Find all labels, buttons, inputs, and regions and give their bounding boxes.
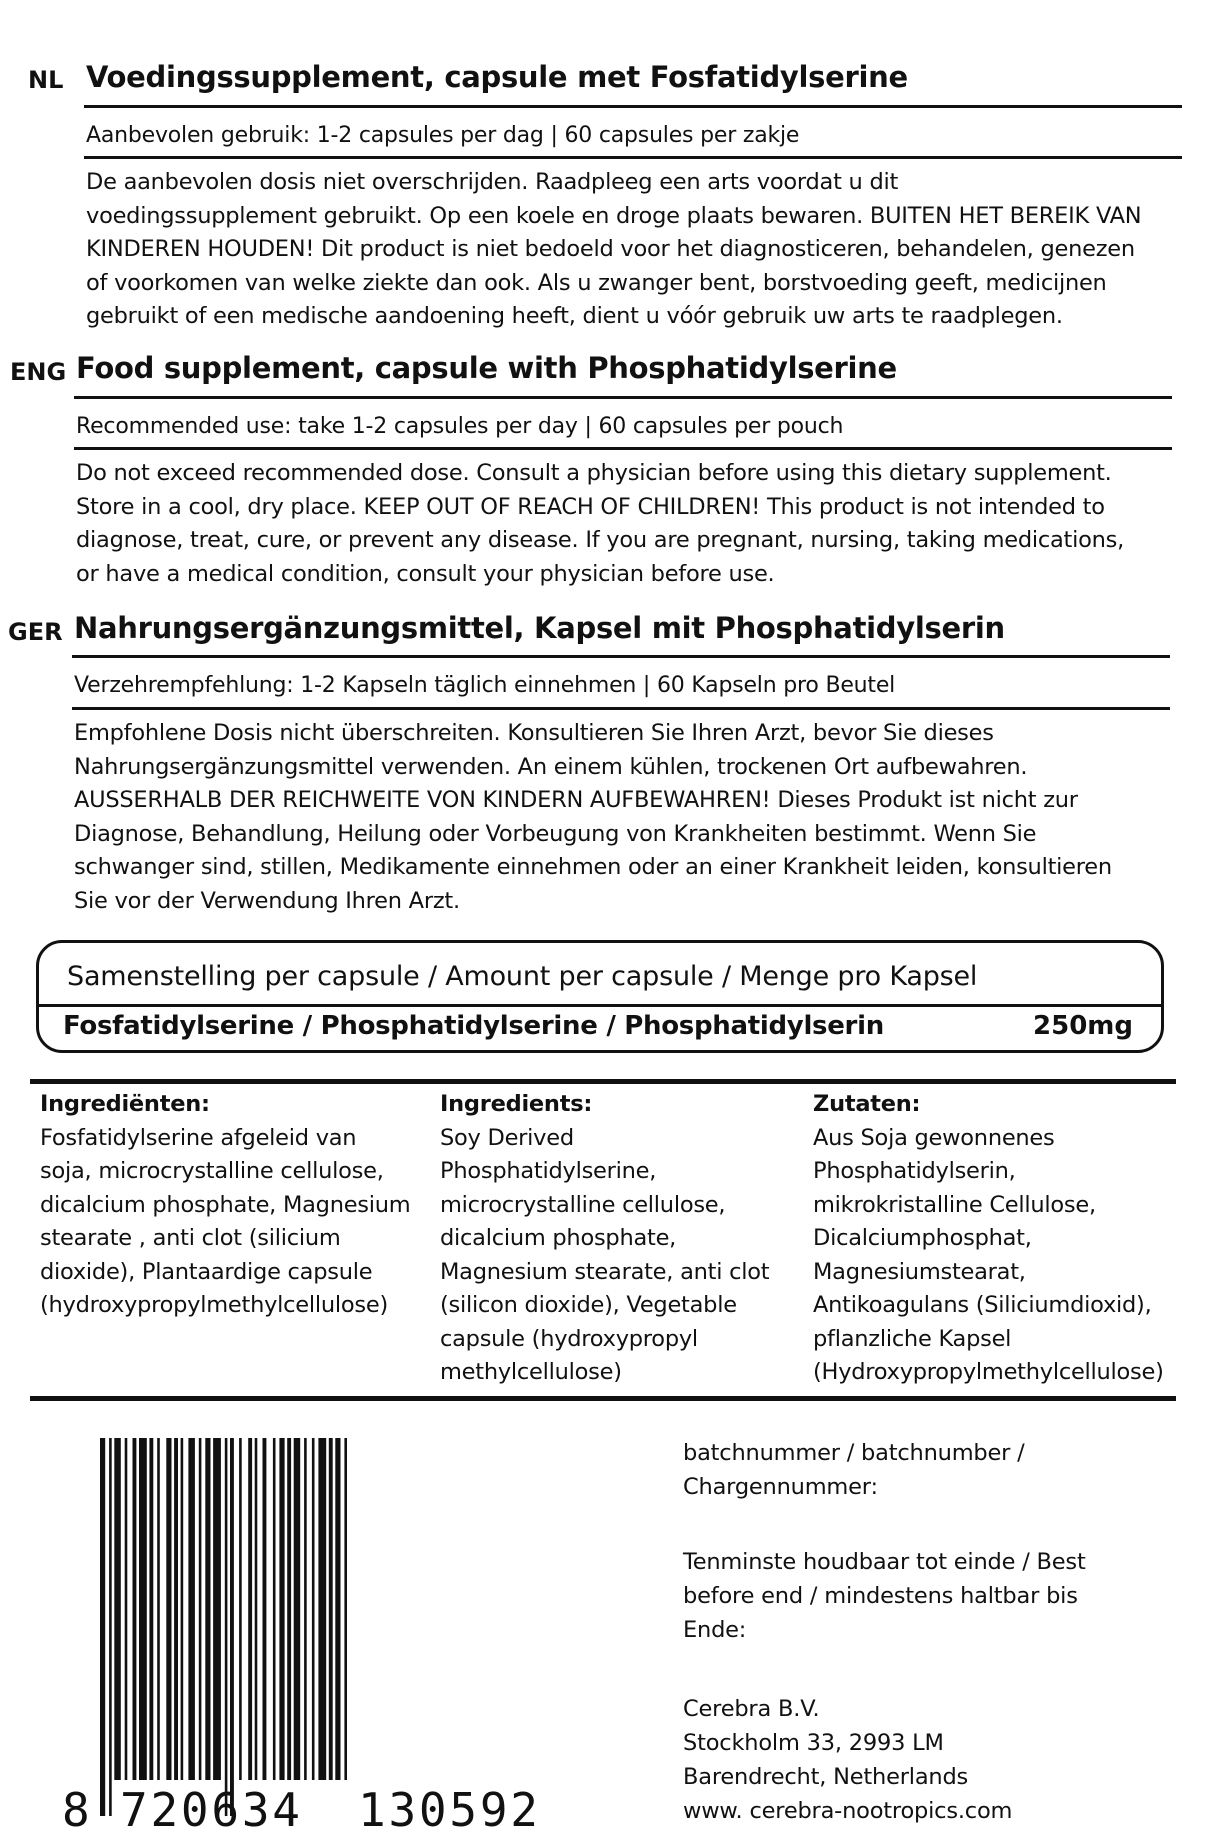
ingredients-line: pflanzliche Kapsel bbox=[813, 1325, 1012, 1352]
warning-line: schwanger sind, stillen, Medikamente einnehmen oder an einer Krankheit leiden, konsultieren bbox=[74, 854, 1112, 880]
barcode-bar bbox=[100, 1438, 105, 1816]
barcode-bar bbox=[318, 1438, 326, 1780]
barcode-bar bbox=[329, 1438, 333, 1780]
ingredients-line: Magnesium stearate, anti clot bbox=[440, 1258, 770, 1285]
barcode-bar bbox=[239, 1438, 242, 1780]
ingredients-line: mikrokristalline Cellulose, bbox=[813, 1191, 1096, 1218]
ingredients-line: capsule (hydroxypropyl bbox=[440, 1325, 698, 1352]
barcode-bar bbox=[174, 1438, 178, 1780]
barcode-bar bbox=[133, 1438, 137, 1780]
batch-line: Chargennummer: bbox=[683, 1474, 878, 1500]
barcode-bar bbox=[248, 1438, 252, 1780]
ingredients-line: (hydroxypropylmethylcellulose) bbox=[40, 1292, 388, 1318]
barcode-bar bbox=[335, 1438, 340, 1780]
usage-eng: Recommended use: take 1-2 capsules per day | 60 capsules per pouch bbox=[76, 414, 844, 439]
ingredients-column-eng bbox=[440, 1088, 769, 1390]
warning-line: Do not exceed recommended dose. Consult a physician before using this dietary supplement. bbox=[76, 460, 1112, 486]
barcode-bar bbox=[294, 1438, 301, 1780]
ingredients-heading: Ingredients: bbox=[440, 1091, 593, 1117]
barcode-bar bbox=[114, 1438, 121, 1780]
batch-number-label bbox=[683, 1436, 1025, 1504]
ingredients-line: Dicalciumphosphat, bbox=[813, 1225, 1032, 1251]
warning-line: KINDEREN HOUDEN! Dit product is niet bedoeld voor het diagnosticeren, behandelen, genezen bbox=[86, 236, 1135, 262]
ingredients-top-rule bbox=[30, 1079, 1176, 1084]
barcode-bar bbox=[312, 1438, 315, 1780]
best-before-line: before end / mindestens haltbar bis bbox=[683, 1583, 1078, 1609]
warning-line: Diagnose, Behandlung, Heilung oder Vorbeugung von Krankheiten bestimmt. Wenn Sie bbox=[74, 820, 1037, 847]
ingredients-line: Antikoagulans (Siliciumdioxid), bbox=[813, 1292, 1152, 1318]
ingredients-column-nl bbox=[40, 1088, 410, 1323]
warning-ger bbox=[74, 717, 1112, 918]
amount-ingredient-name: Fosfatidylserine / Phosphatidylserine / Phosphatidylserin bbox=[63, 1011, 884, 1041]
barcode-bar bbox=[205, 1438, 210, 1780]
barcode-first-digit: 8 bbox=[62, 1783, 90, 1828]
ingredients-line: dicalcium phosphate, Magnesium bbox=[40, 1191, 411, 1218]
ingredients-line: soja, microcrystalline cellulose, bbox=[40, 1158, 384, 1184]
barcode-bar bbox=[188, 1438, 195, 1780]
amount-per-capsule-box bbox=[36, 940, 1164, 1053]
ingredients-heading: Ingrediënten: bbox=[40, 1091, 210, 1117]
best-before-line: Ende: bbox=[683, 1617, 747, 1643]
ingredients-line: methylcellulose) bbox=[440, 1359, 622, 1385]
warning-line: voedingssupplement gebruikt. Op een koele en droge plaats bewaren. BUITEN HET BEREIK VAN bbox=[86, 202, 1142, 229]
title-rule-ger bbox=[72, 655, 1170, 658]
ingredients-line: Soy Derived bbox=[440, 1124, 574, 1151]
barcode-bar bbox=[263, 1438, 267, 1780]
warning-nl bbox=[86, 166, 1141, 334]
warning-line: Store in a cool, dry place. KEEP OUT OF REACH OF CHILDREN! This product is not intended to bbox=[76, 493, 1105, 520]
barcode-bar bbox=[125, 1438, 128, 1780]
usage-rule-ger bbox=[72, 707, 1170, 710]
usage-ger: Verzehrempfehlung: 1-2 Kapseln täglich einnehmen | 60 Kapseln pro Beutel bbox=[74, 673, 896, 698]
ingredients-column-ger bbox=[813, 1088, 1164, 1390]
barcode-bar bbox=[149, 1438, 153, 1780]
company-name: Cerebra B.V. bbox=[683, 1696, 820, 1722]
barcode-right-digits: 130592 bbox=[358, 1783, 538, 1828]
usage-rule-nl bbox=[84, 156, 1182, 159]
barcode-bar bbox=[273, 1438, 276, 1780]
title-ger: Nahrungsergänzungsmittel, Kapsel mit Phosphatidylserin bbox=[74, 611, 1005, 645]
lang-code-nl: NL bbox=[28, 66, 64, 94]
warning-line: Nahrungsergänzungsmittel verwenden. An einem kühlen, trockenen Ort aufbewahren. bbox=[74, 753, 1028, 780]
company-street: Stockholm 33, 2993 LM bbox=[683, 1730, 944, 1756]
warning-line: of voorkomen van welke ziekte dan ook. Als u zwanger bent, borstvoeding geeft, medicijnen bbox=[86, 269, 1107, 296]
ingredients-line: microcrystalline cellulose, bbox=[440, 1191, 726, 1218]
ingredients-heading: Zutaten: bbox=[813, 1091, 921, 1117]
title-nl: Voedingssupplement, capsule met Fosfatidylserine bbox=[86, 60, 908, 94]
barcode-bar bbox=[199, 1438, 202, 1780]
barcode-bar bbox=[255, 1438, 258, 1780]
ingredients-line: Fosfatidylserine afgeleid van bbox=[40, 1124, 357, 1151]
warning-line: or have a medical condition, consult your physician before use. bbox=[76, 560, 775, 587]
company-address bbox=[683, 1692, 1012, 1828]
company-website: www. cerebra-nootropics.com bbox=[683, 1798, 1013, 1824]
ingredients-line: dicalcium phosphate, bbox=[440, 1225, 677, 1251]
batch-line: batchnummer / batchnumber / bbox=[683, 1440, 1025, 1466]
barcode-bar bbox=[166, 1438, 171, 1780]
barcode-bars bbox=[100, 1438, 347, 1816]
barcode bbox=[60, 1438, 565, 1828]
ingredients-line: (silicon dioxide), Vegetable bbox=[440, 1292, 737, 1318]
warning-line: De aanbevolen dosis niet overschrijden. Raadpleeg een arts voordat u dit bbox=[86, 169, 899, 195]
warning-line: Empfohlene Dosis nicht überschreiten. Konsultieren Sie Ihren Arzt, bevor Sie dieses bbox=[74, 720, 994, 746]
amount-divider bbox=[39, 1004, 1161, 1007]
warning-line: AUSSERHALB DER REICHWEITE VON KINDERN AUFBEWAHREN! Dieses Produkt ist nicht zur bbox=[74, 787, 1078, 813]
ingredients-bottom-rule bbox=[30, 1396, 1176, 1401]
barcode-left-digits: 720634 bbox=[120, 1783, 300, 1828]
barcode-bar bbox=[344, 1438, 347, 1780]
barcode-bar bbox=[279, 1438, 284, 1780]
ingredients-line: Magnesiumstearat, bbox=[813, 1258, 1026, 1285]
warning-line: gebruikt of een medische aandoening heeft, dient u vóór gebruik uw arts te raadplegen. bbox=[86, 303, 1063, 329]
title-rule-nl bbox=[84, 105, 1182, 108]
title-rule-eng bbox=[74, 396, 1172, 399]
barcode-bar bbox=[109, 1438, 112, 1816]
barcode-bar bbox=[304, 1438, 307, 1780]
ingredients-line: (Hydroxypropylmethylcellulose) bbox=[813, 1359, 1164, 1385]
ingredients-line: Phosphatidylserine, bbox=[440, 1158, 657, 1184]
amount-header: Samenstelling per capsule / Amount per capsule / Menge pro Kapsel bbox=[67, 961, 978, 992]
barcode-bar bbox=[139, 1438, 147, 1780]
warning-line: Sie vor der Verwendung Ihren Arzt. bbox=[74, 887, 460, 914]
barcode-bar bbox=[287, 1438, 291, 1780]
barcode-bar bbox=[213, 1438, 221, 1780]
title-eng: Food supplement, capsule with Phosphatidylserine bbox=[76, 351, 897, 385]
barcode-bar bbox=[181, 1438, 184, 1780]
ingredients-line: Phosphatidylserin, bbox=[813, 1158, 1016, 1184]
lang-code-ger: GER bbox=[8, 618, 63, 646]
amount-row bbox=[63, 1011, 1133, 1051]
amount-value: 250mg bbox=[1033, 1011, 1133, 1041]
ingredients-line: stearate , anti clot (silicium bbox=[40, 1225, 341, 1251]
warning-line: diagnose, treat, cure, or prevent any disease. If you are pregnant, nursing, taking medications, bbox=[76, 527, 1125, 553]
ingredients-line: Aus Soja gewonnenes bbox=[813, 1124, 1055, 1151]
ingredients-line: dioxide), Plantaardige capsule bbox=[40, 1258, 373, 1285]
best-before-label bbox=[683, 1545, 1086, 1647]
best-before-line: Tenminste houdbaar tot einde / Best bbox=[683, 1549, 1086, 1575]
lang-code-eng: ENG bbox=[10, 358, 67, 386]
barcode-bar bbox=[225, 1438, 228, 1816]
barcode-bar bbox=[157, 1438, 160, 1780]
usage-nl: Aanbevolen gebruik: 1-2 capsules per dag | 60 capsules per zakje bbox=[86, 123, 800, 148]
barcode-bar bbox=[230, 1438, 234, 1816]
usage-rule-eng bbox=[74, 447, 1172, 450]
company-city: Barendrecht, Netherlands bbox=[683, 1764, 969, 1790]
warning-eng bbox=[76, 457, 1124, 591]
